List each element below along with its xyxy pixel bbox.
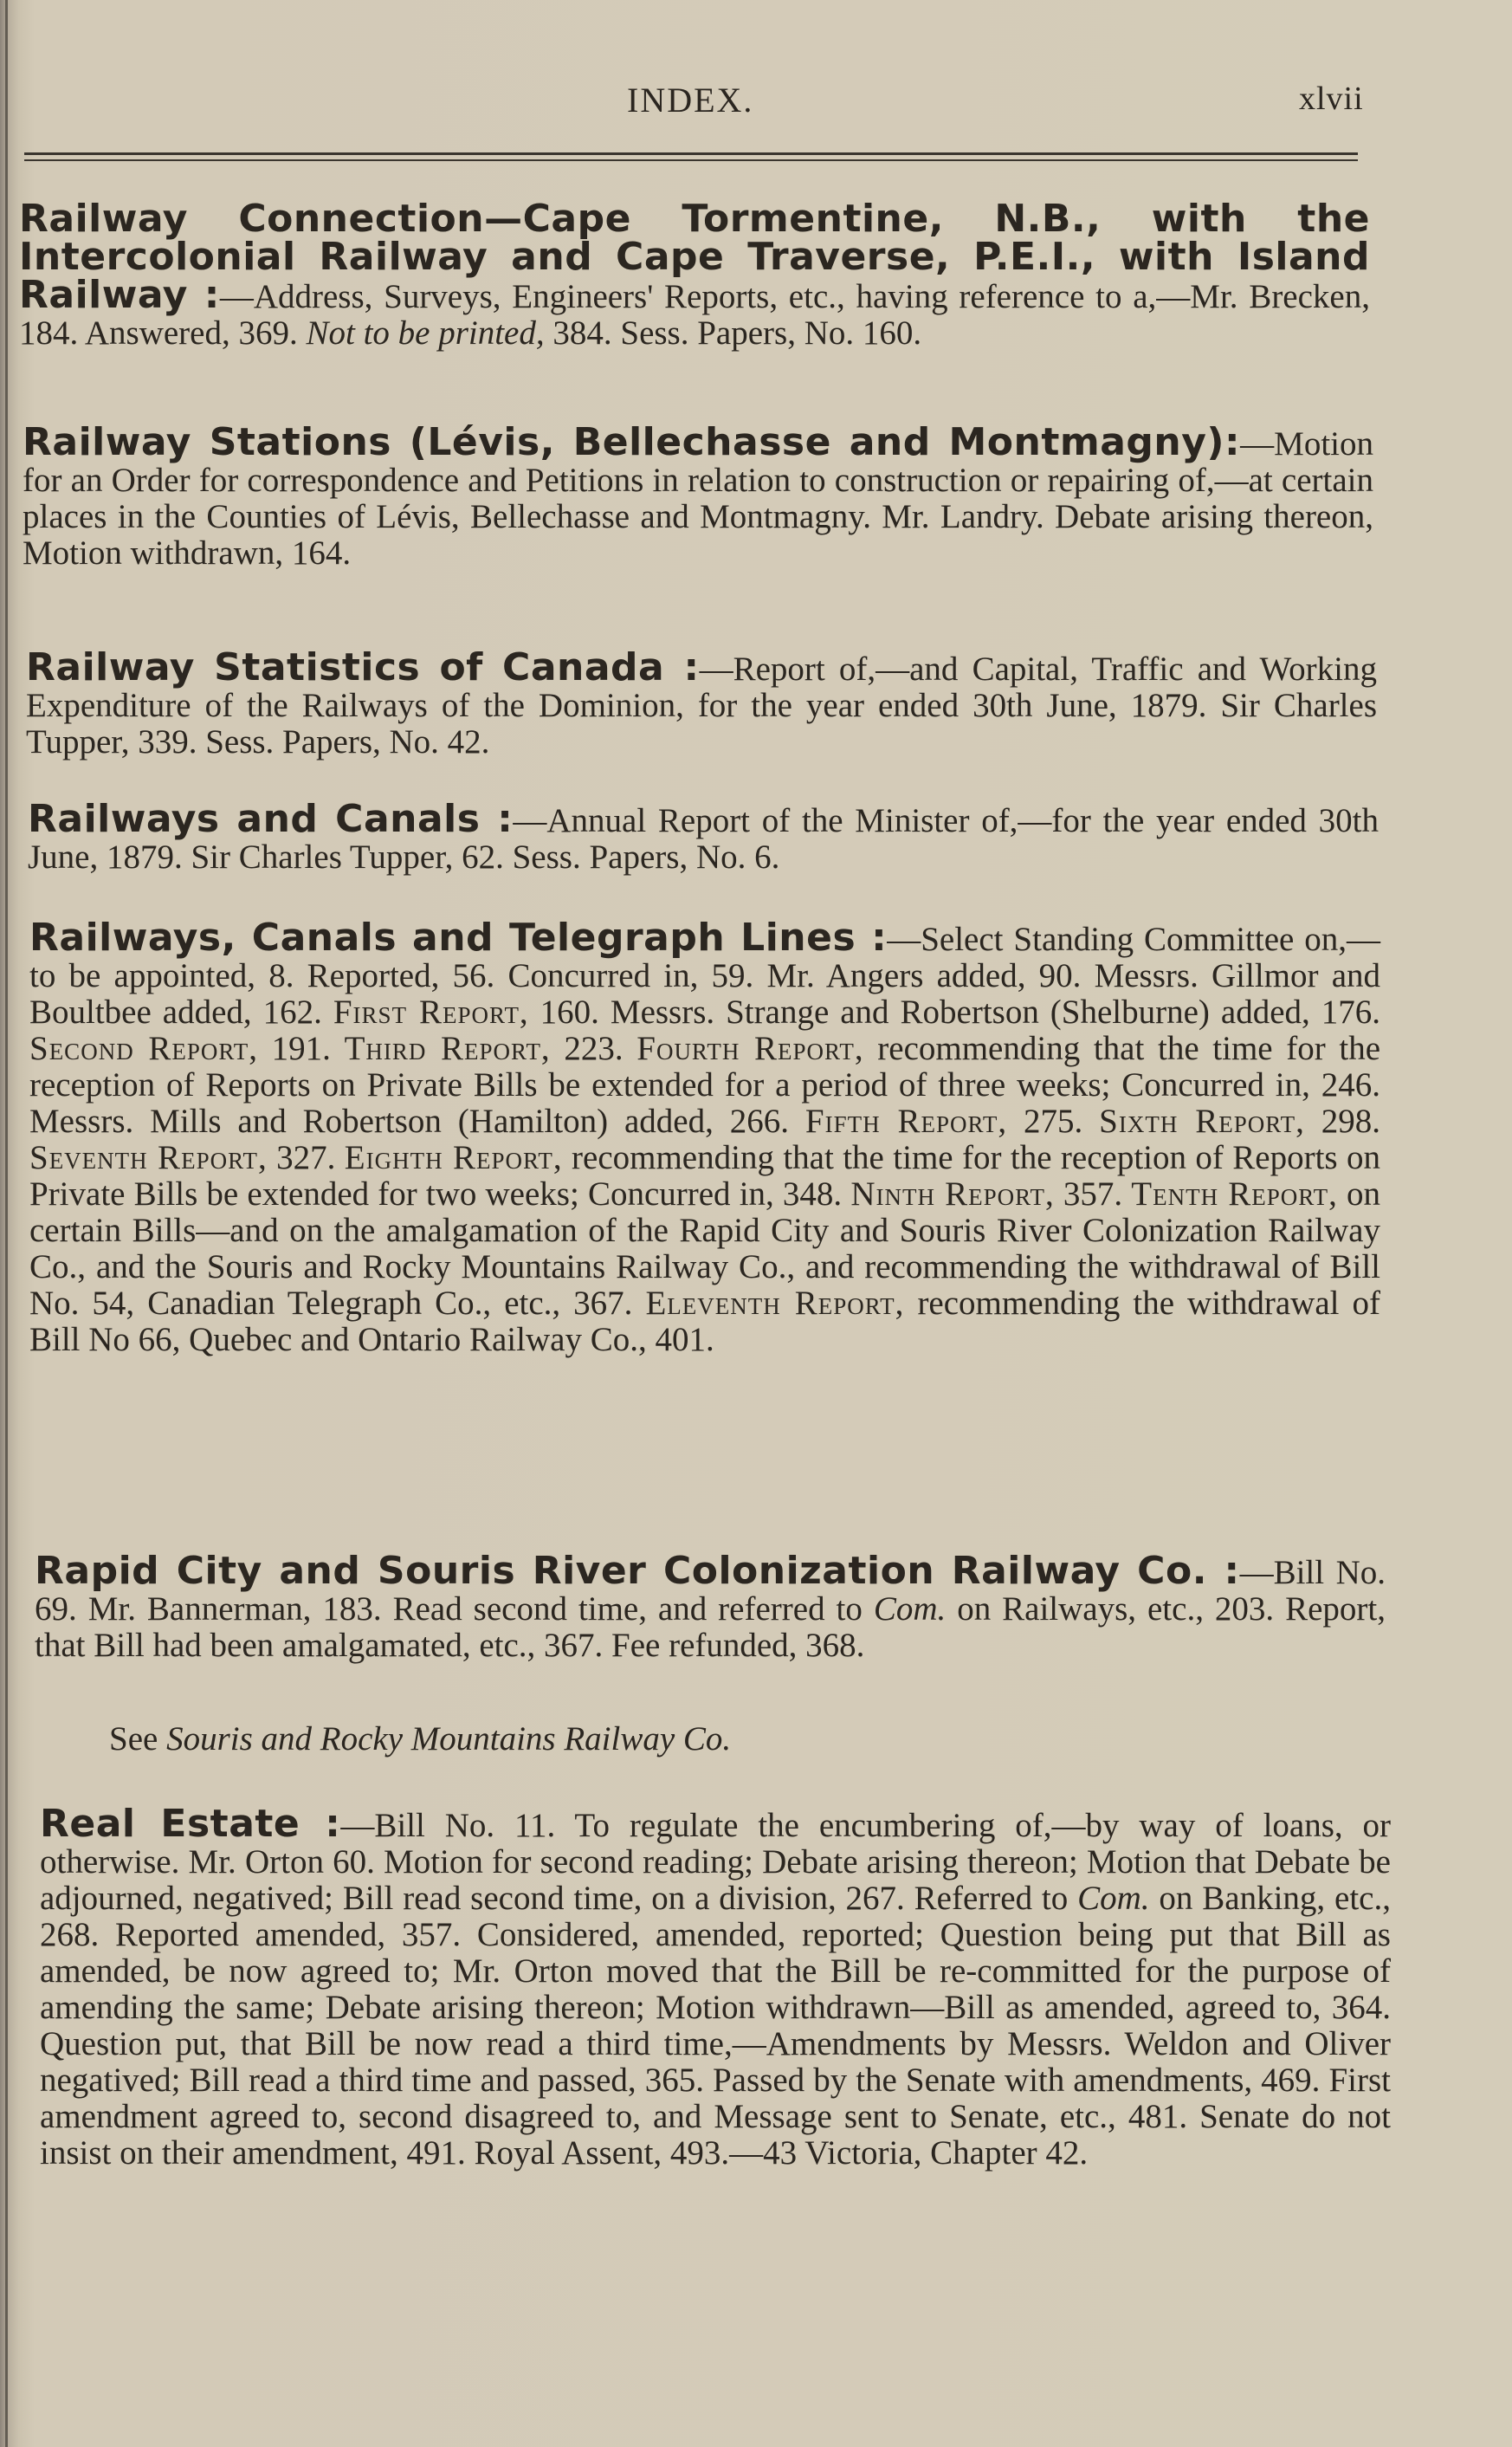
entry-text: —Annual Report of the Minister of,—for the year ended 30th June, 1879. Sir Charles Tupper, 62. Sess. Papers, No. 6. [28, 802, 1379, 876]
entry-text: 298. [1304, 1103, 1381, 1140]
report-label: Third Report, [344, 1030, 551, 1067]
entry-text: —Select Standing Committee on,—to be appointed, 8. Reported, 56. Concurred in, 59. Mr. Angers added, 90. Messrs. Gillmor and Boultbee added, 162. [29, 921, 1380, 1031]
index-entry [28, 797, 1379, 876]
entry-text-italic: Not to be printed, [306, 314, 545, 352]
entry-text-italic: Com. [1077, 1880, 1150, 1917]
header-rule-secondary [24, 159, 1358, 161]
header-rule [24, 152, 1358, 155]
report-label: Seventh Report, [29, 1139, 268, 1176]
entry-text: on Banking, etc., 268. Reported amended, 357. Considered, amended, reported; Question being put that Bill as amended, be now agreed to; Mr. Orton moved that the Bill be re-committed for the purpose of amending the same; Debate arising thereon; Motion withdrawn—Bill as amended, agreed to, 364. Question put, that Bill be now read a third time,—Amendments by Messrs. Weldon and Oliver negatived; Bill read a third time and passed, 365. Passed by the Senate with amendments, 469. First amendment agreed to, second disagreed to, and Message sent to Senate, etc., 481. Senate do not insist on their amendment, 491. Royal Assent, 493.—43 Victoria, Chapter 42. [40, 1880, 1391, 2172]
entry-heading: Railways and Canals : [28, 797, 514, 841]
see-prefix: See [109, 1720, 158, 1758]
entry-text: recommending the withdrawal of Bill No 66, Quebec and Ontario Railway Co., 401. [29, 1285, 1380, 1358]
entry-text: 357. [1054, 1175, 1132, 1213]
index-entry [26, 645, 1377, 761]
report-label: Eighth Report, [344, 1139, 563, 1176]
report-label: Fourth Report, [636, 1030, 864, 1067]
entry-heading: Railway Statistics of Canada : [26, 645, 700, 689]
entry-heading: Railway Stations (Lévis, Bellechasse and Montmagny): [23, 420, 1241, 464]
entry-text: —Bill No. 69. Mr. Bannerman, 183. Read second time, and referred to [35, 1554, 1386, 1628]
index-entry [23, 420, 1373, 572]
entry-text: recommending that the time for the reception of Reports on Private Bills be extended for two weeks; Concurred in, 348. [29, 1139, 1380, 1213]
entry-heading: Railway Connection—Cape Tormentine, N.B., with the Intercolonial Railway and Cape Traverse, P.E.I., with Island Railway : [19, 197, 1370, 317]
entry-text: 223. [550, 1030, 637, 1067]
see-reference [109, 1719, 731, 1758]
entry-text: 191. [258, 1030, 345, 1067]
entry-text: 327. [267, 1139, 345, 1176]
entry-text: —Motion for an Order for correspondence and Petitions in relation to construction or repairing of,—at certain places in the Counties of Lévis, Bellechasse and Montmagny. Mr. Landry. Debate arising thereon, Motion withdrawn, 164. [23, 425, 1373, 572]
see-target: Souris and Rocky Mountains Railway Co. [166, 1720, 732, 1758]
header-title: INDEX. [627, 81, 754, 120]
entry-heading: Rapid City and Souris River Colonization Railway Co. : [35, 1549, 1240, 1593]
report-label: Second Report, [29, 1030, 258, 1067]
entry-text: —Address, Surveys, Engineers' Reports, etc., having reference to a,—Mr. Brecken, 184. Answered, 369. [19, 278, 1370, 352]
entry-heading: Railways, Canals and Telegraph Lines : [29, 916, 888, 960]
index-entry [29, 916, 1381, 1358]
entry-text: on certain Bills—and on the amalgamation of the Rapid City and Souris River Colonization Railway Co., and the Souris and Rocky Mountains Railway Co., and recommending the withdrawal of Bill No. 54, Canadian Telegraph Co., etc., 367. [29, 1175, 1381, 1322]
report-label: Tenth Report, [1131, 1175, 1338, 1213]
report-label: Eleventh Report, [645, 1285, 905, 1322]
entry-text: 384. Sess. Papers, No. 160. [544, 314, 922, 352]
report-label: Fifth Report, [804, 1103, 1008, 1140]
page-number: xlvii [1299, 81, 1364, 117]
entry-text: —Report of,—and Capital, Traffic and Working Expenditure of the Railways of the Dominion, for the year ended 30th June, 1879. Sir Charles Tupper, 339. Sess. Papers, No. 42. [26, 651, 1377, 761]
report-label: Ninth Report, [850, 1175, 1055, 1213]
entry-text: on Railways, etc., 203. Report, that Bill had been amalgamated, etc., 367. Fee refunded, 368. [35, 1590, 1386, 1664]
entry-text: 275. [1007, 1103, 1100, 1140]
entry-heading: Real Estate : [40, 1802, 341, 1846]
index-entry [40, 1802, 1392, 2172]
entry-text: —Bill No. 11. To regulate the encumbering of,—by way of loans, or otherwise. Mr. Orton 60. Motion for second reading; Debate arising thereon; Motion that Debate be adjourned, negatived; Bill read second time, on a division, 267. Referred to [40, 1807, 1392, 1917]
entry-text-italic: Com. [873, 1590, 947, 1628]
binding-edge [5, 0, 8, 2447]
index-entry [35, 1549, 1386, 1664]
entry-text: recommending that the time for the reception of Reports on Private Bills be extended for a period of three weeks; Concurred in, 246. Messrs. Mills and Robertson (Hamilton) added, 266. [29, 1030, 1381, 1140]
entry-text: 160. Messrs. Strange and Robertson (Shelburne) added, 176. [528, 994, 1380, 1031]
running-header [0, 80, 1512, 132]
report-label: First Report, [333, 994, 529, 1031]
report-label: Sixth Report, [1099, 1103, 1305, 1140]
index-entry [19, 197, 1370, 352]
